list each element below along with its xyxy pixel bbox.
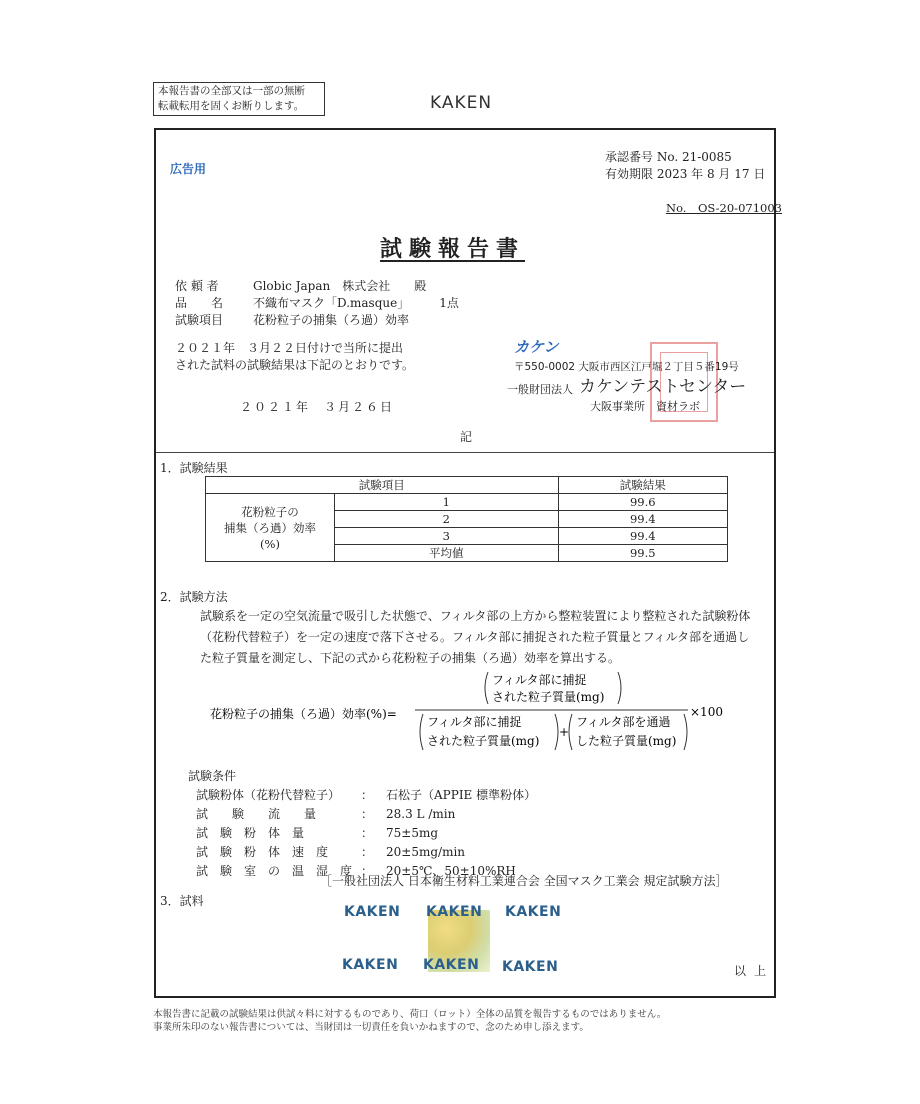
condition-colon: ： — [361, 807, 374, 821]
client-value: Globic Japan 株式会社 殿 — [253, 279, 427, 293]
formula-num-line: フィルタ部に捕捉 — [492, 673, 587, 687]
lab-address: 〒550-0002 大阪市西区江戸堀２丁目５番19号 — [514, 361, 739, 373]
condition-key: 試 験 粉 体 速 度 — [196, 845, 329, 859]
paren-right — [684, 714, 687, 750]
footer-disclaimer — [153, 1008, 666, 1034]
condition-row — [196, 786, 536, 805]
trial-result: 99.6 — [558, 494, 727, 511]
sample-logo-print: KAKEN — [344, 904, 401, 920]
divider — [156, 452, 774, 453]
org-prefix: 一般財団法人 — [507, 383, 573, 396]
sample-logo-print: KAKEN — [505, 904, 562, 920]
trial-result: 99.4 — [558, 528, 727, 545]
client-row — [175, 278, 459, 295]
sample-logo-print: KAKEN — [423, 957, 480, 973]
end-mark: 以上 — [734, 964, 775, 978]
client-value: 不織布マスク「D.masque」 1点 — [253, 296, 459, 310]
section2-heading: 2．試験方法 — [160, 590, 228, 604]
condition-colon: ： — [361, 845, 374, 859]
item-label-cell — [206, 494, 335, 562]
intro-line: された試料の試験結果は下記のとおりです。 — [175, 358, 415, 372]
formula-num-line: された粒子質量(mg) — [492, 690, 605, 704]
lab-organization — [507, 372, 746, 397]
conditions-list — [196, 786, 536, 881]
formula-den2-line: した粒子質量(mg) — [576, 734, 677, 748]
formula-den1-line: フィルタ部に捕捉 — [427, 715, 522, 729]
condition-colon: ： — [361, 864, 374, 878]
item-label-line: 捕集（ろ過）効率 — [224, 520, 316, 535]
method-text: 試験系を一定の空気流量で吸引した状態で、フィルタ部の上方から整粒装置により整粒された試験粉体（花粉代替粒子）を一定の速度で落下させる。フィルタ部に捕捉された粒子質量とフィルタ部を通過した粒子質量を測定し、下記の式から花粉粒子の捕集（ろ過）効率を算出する。 — [200, 609, 751, 665]
sample-logo-print: KAKEN — [426, 904, 483, 920]
footer-line: 事業所朱印のない報告書については、当財団は一切責任を負いかねますので、念のため申し添えます。 — [153, 1022, 589, 1033]
intro-line: ２０２１年 ３月２２日付けで当所に提出 — [175, 341, 404, 355]
notice-line: 転載転用を固くお断りします。 — [158, 100, 305, 112]
item-label-line: (%) — [260, 536, 280, 551]
intro-text — [175, 340, 475, 374]
formula-lhs: 花粉粒子の捕集（ろ過）効率(%)= — [210, 707, 397, 721]
section1-heading: 1．試験結果 — [160, 461, 228, 475]
client-key: 試験項目 — [175, 313, 224, 327]
copyright-notice-box — [153, 82, 325, 116]
top-brand: KAKEN — [430, 93, 493, 113]
sample-logo-print: KAKEN — [502, 959, 559, 975]
condition-value: 20±5mg/min — [386, 845, 466, 859]
client-info — [175, 278, 459, 329]
trial-result: 99.5 — [558, 545, 727, 562]
condition-value: 20±5℃、50±10%RH — [386, 864, 516, 878]
condition-key: 試 験 粉 体 量 — [196, 826, 305, 840]
org-name: カケンテストセンター — [579, 377, 747, 397]
standard-reference: ［一般社団法人 日本衛生材料工業連合会 全国マスク工業会 規定試験方法］ — [320, 874, 728, 888]
paren-right — [555, 714, 558, 750]
col-result-header: 試験結果 — [558, 477, 727, 494]
condition-row — [196, 805, 536, 824]
condition-colon: ： — [361, 826, 374, 840]
condition-row — [196, 824, 536, 843]
notice-line: 本報告書の全部又は一部の無断 — [158, 85, 305, 97]
kaken-logo: カケン — [514, 338, 559, 356]
section3-heading: 3．試料 — [160, 894, 204, 908]
item-label-line: 花粉粒子の — [241, 504, 299, 519]
conditions-title: 試験条件 — [188, 769, 237, 783]
efficiency-formula — [210, 668, 730, 760]
table-header-row — [206, 477, 728, 494]
formula-den1-line: された粒子質量(mg) — [427, 734, 540, 748]
condition-key: 試 験 室 の 温 湿 度 — [196, 864, 353, 878]
approval-info — [605, 149, 765, 183]
condition-value: 石松子（APPIE 標準粉体） — [386, 788, 537, 802]
condition-row — [196, 843, 536, 862]
paren-left — [569, 714, 572, 750]
condition-key: 試験粉体（花粉代替粒子） — [196, 788, 341, 802]
report-date: ２０２１年 ３月２６日 — [240, 400, 395, 414]
trial-number: 平均値 — [335, 545, 559, 562]
footer-line: 本報告書に記載の試験結果は供試々料に対するものであり、荷口（ロット）全体の品質を報告するものではありません。 — [153, 1009, 667, 1020]
approval-number: 承認番号 No. 21-0085 — [605, 150, 732, 164]
client-value: 花粉粒子の捕集（ろ過）効率 — [253, 313, 410, 327]
paren-right — [618, 672, 621, 704]
report-title: 試験報告書 — [380, 236, 526, 262]
trial-number: 2 — [335, 511, 559, 528]
client-key: 品 名 — [175, 296, 224, 310]
client-row — [175, 295, 459, 312]
approval-valid: 有効期限 2023 年 8 月 17 日 — [605, 167, 766, 181]
paren-left — [420, 714, 423, 750]
client-row — [175, 312, 459, 329]
trial-number: 1 — [335, 494, 559, 511]
formula-plus: + — [559, 725, 570, 739]
ad-label: 広告用 — [170, 162, 207, 176]
col-item-header: 試験項目 — [206, 477, 559, 494]
paren-left — [485, 672, 488, 704]
client-key: 依 頼 者 — [175, 279, 219, 293]
formula-mult: ×100 — [690, 705, 723, 719]
trial-number: 3 — [335, 528, 559, 545]
sample-logo-print: KAKEN — [342, 957, 399, 973]
results-table — [205, 476, 728, 562]
condition-colon: ： — [361, 788, 374, 802]
trial-result: 99.4 — [558, 511, 727, 528]
ki-mark: 記 — [460, 430, 473, 444]
document-number: No. OS-20-071003 — [666, 201, 782, 215]
condition-value: 28.3 L /min — [386, 807, 456, 821]
condition-key: 試 験 流 量 — [196, 807, 317, 821]
table-row — [206, 494, 728, 511]
lab-branch: 大阪事業所 資材ラボ — [590, 400, 700, 413]
condition-value: 75±5mg — [386, 826, 439, 840]
formula-den2-line: フィルタ部を通過 — [576, 715, 671, 729]
